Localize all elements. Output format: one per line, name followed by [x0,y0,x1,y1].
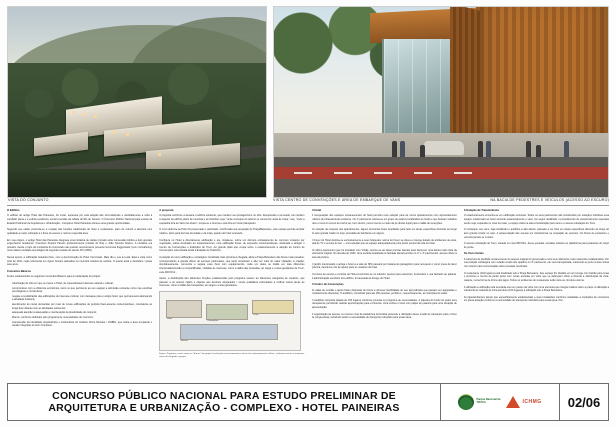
lane-stripe [294,172,312,174]
list-item: • manutenção da identidade arquitetônica e institucional do Instituto Chico Mendes / ICMBio, que tutela a área ocupando o caráter integrado ao bom Complexo. [12,321,152,328]
paragraph: O edifício do antigo Hotel das Paineiras, há muito, esperava por esta adoção das circunstâncias e decididamente a volta à condição plena e a extinta existência, social a tecidas da cidade do Rio de Janeiro. O Concurso Público Nacional para estudo da Estado Preliminar de Arquitetura e Urbanização - Complexo Hotel Paineiras oferece essa grande oportunidade. [7,214,153,225]
render-overview [7,6,267,198]
park-logo-text [476,399,500,405]
caption-left: VISTA DO CONJUNTO [8,198,49,202]
pedestrian-figure [536,145,541,157]
triangle-icon [506,396,520,408]
logo-parque-tijuca [458,394,500,410]
diagram-caption: Figura: Programa, assim como no "bacias" do projeto, localização estacionamento e áreas de estacionamento e bloco, conforme mostra o esquema: áreas de chegada e parque. [159,353,305,359]
pedestrian-figure [526,141,531,157]
paragraph: A organização de acesso no mesmo nível da plataforma ferroviária pretende a utilização desse modal de transporte para o fluxo de congressista, reduzindo assim a necessidade de transporte rodoviário para essas área. [311,312,457,320]
diagram-block-acesso [180,324,278,340]
heading-o-hotel: O Hotel [311,209,322,212]
window-light [158,153,161,156]
heading-a-proposta: A proposta [159,209,174,212]
lane-stripe [414,172,432,174]
lane-stripe [334,172,352,174]
foreground-vegetation [8,169,266,197]
page-number: 02/06 [559,384,608,420]
paragraph: O Foyer do Hotel destina-se exclusivamente a seus hóspedes: acima do Foyer se situa a o lounge dotado de ambientes de estar, sala de TV e serviço de bar — uma solução que ao espaço adequadamente este ponto central da vida do hotel. [311,238,457,246]
render-convention-center [273,6,609,198]
board-title-line-2: ARQUITETURA E URBANIZAÇÃO - COMPLEXO - HOTEL PAINEIRAS [48,402,400,414]
park-logo-line-1: Parque Nacional da [476,398,501,402]
list-item: • resgate a revitalização das edificações de interesse cultural, com destaque para o antigo hotel, que permanecerá alcançando a atividade hoteleira; [12,295,152,302]
caption-right-b: NA BACIA DE PEDESTRES E VEÍCULOS (ACESSO AO ESCURO) [490,198,609,202]
list-item: • atendimento às novas demandas por meio de novas edificações de perfeita fraco-assente contemporâneo, consistente ao longo das urbanas com as atividades existentes; [12,303,152,310]
logos-area [440,384,559,420]
diagram-block-praca [252,300,294,314]
diagram-block-convencoes [206,304,248,320]
paragraph: Assim, a distribuição das diferentes funções estabelecidas pelo programa sustém ao diferentes categorias de usuários, que passam a ter acesso rápido e objetivo aos destinos designados / sendo qualitativa estimulados a unificar outras áreas de interesse, como o bafão das busquedas, ao carga e a área geodésica. [159,277,305,288]
heading-conceitos-basicos: Conceitos Básicos [7,269,32,273]
lane-stripe [374,172,392,174]
diagram-label: Acesso [181,340,188,343]
window-light [72,111,75,114]
paragraph: A proposta conforme a destaca o edifício existente, que mantém seu protagonismo no sítio. Recuperado e renovado, ele mantém a aspecto do edifício plano de memória e de histórias: seja, "onde a retoque do adorno se concentra: aréia de Copa," acp, "onde a esquadria fora de Vaze bel alvaro", ocupa-se o cinema e está fora em hotel planejando. [159,214,305,225]
paragraph: Foram estabelecidos os seguintes Conceitos Básicos para a implantação do projeto: [7,275,101,279]
paragraph: O estacionamento encontra-se em edificação exclusiva. Todos os seus pavimentos são constituídos por estações robóticas essa espaço relacionado ao hotel servindo estacionamento e vans. No seguir detalhado o procedimento de estacionamento especiais sendo veja, separada no nível da mato, o espaço visita na sala a hotelização para vans e o acesso à Estação do Trem. [463,214,609,225]
window-light [126,133,129,136]
park-emblem-icon [458,394,474,410]
column-proposta [159,209,304,381]
diagram-label: Convenções [207,320,219,323]
park-logo-line-2: TIJUCA [476,401,486,404]
paragraph: Os boxes de serviço e controle do Hotel encontram-se no subsolo: acesso para exteriores, funcionário e usa fachado ser aplanta. A administração escritório dos edifício, foi anexada ao lounge do Hotel. [311,272,457,280]
institute-logo-text: ICHMG [522,399,542,405]
renders-row [7,6,609,196]
paragraph: Configura no Hotel a directamente edificação e ele, instala-se, sobre um discreto embasamento de concreto modesto por vegetação, nativa destinado ao estacionamento, uma edificação linear, de esquerda contemporâneas, destinada a abrigar o Centro de Convenções e Exibições do Trem. Ao grande platô que ocupa sobre o estacionamento a adoção do Centro de Convenções está situada ainda a Estação de Teleférico. [159,238,305,253]
list-item: • valorização do sítio em que se insere o Hotel, de inquestionável interesse natural e cultural; [12,282,152,286]
diagram-block-hotel [166,300,202,318]
title-block [7,383,609,421]
heading-estacao-transferencia: A Estação de Transferência [463,209,499,212]
paragraph: A posição do novo edificação e estratégica: localizada mais próxima à chegada, alivia a Praça Belvedere das fluxos mais pesados, correspondente a grande afluxo de serviços particulares, que tanto tumultuam e alto vez mais de maior visitação. A criação, simultaneamente, concentra e separa essa fluxo com equipamentos, cada um deles se tratão em sala diferentes interpretativas/visão a compartilharão, voltadas de interesse, como a dalha das bussadas, ao carga e a área geodésica de Trem, este 400 DCnt., [159,256,305,274]
paragraph: Segundo seu edital, pretende-se a resgate das funções tradicionais do hotel e restaurante, além de reduzir a abertura com qualidade a meios cobiçado a o fluxo de acesso e retorno requerida área. [7,228,153,235]
column-hotel [312,209,457,381]
board-title [8,390,440,415]
pedestrian-figure [420,145,425,157]
paragraph: O novo defronte ao Hotel foi preservado e valorizado. Confirmada sua ocupação de Praça/Belvedere, este espaço permite ampliar rotativo, tanto para bermas da cidade e da mata, quanto do hotel renovado. [159,228,305,235]
paragraph: O embarque nas vans, haja localizado o auditório à alta aberto, passado a ser feito em áreas específicas discordo ao longo do acto granda criado no topo. A apresentação das anexas em interferência na ocupação de veículos. Os fluxos de pedestres e veículos jamais se cruzam. [463,228,609,239]
conceitos-list [7,282,152,328]
window-light [82,113,85,116]
paragraph: O jardim interpretado o antiga o hotel a a sala do SPA passará por tratamento paisagístico para recuperar o como mesa de lazer (piscina, descanso, bar de apoio) para os usuários do hotel. [311,262,457,270]
caption-right-a: VISTA CENTRO DE CONVENÇÕES E ÁREA DE EMBARQUE DE VANS [273,198,401,202]
window-light [112,131,115,134]
paragraph: O restaurante (104 lugares) está localizado sob a Praça Belvedere. Seu espaço fim dividido em um lounge com balcão para sinas e proximos a mezza de jantar pelos com novas escadas em vidro que se debruçam sobre a floresta a distribuição da vista, rasante, numa forma de forma dos lagos. Todos os ambientes do restaurante terão vista ou circuitos externa. [463,271,609,282]
van-vehicle [424,141,464,155]
red-bus-lane [274,167,608,179]
paragraph: Nessa época, a edificação hoteleira ficou, com a denominação de Hotel Corcovado. Mais tão e sua lei está. Está a vista como ciclo de 1911, cujas volumetria em vigour ficaram passadas na memória coletiva do carioca. O quarto atual é desdobra / quase sete anos. [7,256,153,267]
heading-centro-convencoes: O Centro de Convenções [311,283,344,287]
paragraph: A utilização a utilização está revestida e/ou em partes da vidro com uma estrutura que integra rotativa sobre a praça. A utilização a referência de material de infra-estrutura (104 lugares) a utilização sob a Praça Belvedere. [463,285,609,293]
paragraph: No solução da conjunto dos apartamentos, alguns bermérias ficam ampliados para feito em áreas específicas discordo ao longo do acto granda criado no topo, amodada de banheiras em alguns. [311,228,457,235]
paragraph: As salas de reunião e apoio foram dispostas de forma a oferecer flexibilidade de seu aprendizado que passam ser agrupadas e modularmente dispostas. O auditório, concebido para até 150 pessoas, perfeito é, respectivamente, as restrições de salas. [311,288,457,296]
logo-icmbio [506,396,541,408]
paragraph: O auditório comporta platéia de 150 lugares conforme prevista no programa de necessidades. A palestra do fundo do palco sera transparente permitindo realizar aproximações para a Floresta, Uma cortina o túnel com palpei de palestra para uma situação de apresentação. [311,298,457,310]
board-title-line-1: CONCURSO PÚBLICO NACIONAL PARA ESTUDO PRELIMINAR DE [52,389,396,402]
lane-stripe [454,172,472,174]
text-columns [7,205,609,381]
diagram-label: Hotel [167,318,172,321]
heading-o-edificio: O Edifício [7,209,20,212]
paragraph: A cobertura do pavilhão remanescente do acesso original foi preservada e terá seus diametros mais masculino estabelecidos. Por sua posição estratégica com relação a lado dos quadros no 3º pavimento, ele será transportada, mantendo-se junto à área virtual com interior para comunicação sobre pousado recobrado. [463,257,609,269]
paragraph: O acesso à Estação do Trem, situada no nível 890.50m, dá-se escadas, escadas rolantes ou plataforma para pedestres do corpo de ponte. [463,242,609,249]
heading-usos-gerais: Os Usos Gerais [463,252,484,256]
paragraph: A recuperação dos espaços remanescentes do hotel permitiu uma solução para de novos apartamentos com aproveitamento máximo de infraestruturas existente. No 1º pavimento retoma-se em grupo de quartos localizados ao fundo e que ficavam voltados para o muro do centro da má foi ser, bem dentro, pouco menos a mudo da pé direito duplo para o salão de recepções. [311,214,457,225]
list-item: • adequada atenção à adequação e coordenação da plasticidade do conjunto; [12,311,152,315]
window-light [94,115,97,118]
pedestrian-figure [400,141,405,157]
pedestrian-figure [478,141,483,157]
paragraph: No último pavimento (que foi ampliado com VIGE), recorre-se ao ideas premier laterais para favorecer uma leitura mais clara da volumetria original. No década de 1930. Uma escada localizada na fachada lateral permite no 2º e 3º pavimentos, acesso direto à area da piscina. [311,248,457,260]
diagram-label: Praça [253,314,259,317]
list-item: • compromisso com a eficiência econômica, tanto no que pertinente ao uso equipar a admissão existente como nas escolhas tecnológicas e construtivas; [12,287,152,294]
column-transferencia [464,209,609,381]
scheme-diagram [159,291,301,351]
list-item: • Planos, conforme definidos pelo programa de necessidades do concurso; [12,316,152,320]
column-edificio [7,209,152,381]
pedestrian-figure [564,141,569,157]
paragraph: As lojas/ambientes deram que especificamente estabelecidas e suas instalações conforme instaladas a condições de comércios em plena atuação conforme a necessidade de transporte rodoviário para essas área. Fim. [463,295,609,303]
pedestrian-figure [392,141,397,157]
pedestrian-figure [486,141,491,157]
paragraph: Em sua origem, o antigo Hotel das Paineiras integrava uma iniciativa de caráter privado soba concessão pública a dois grandes engenheiros brasileiros: Francisco Pereira Passos (posteriormente prefeito do Rio) e João Teixeira Soares. A iniciativa era pioneira: desde o topo da montanha do Corcovado até quando recentemente presente fervorosa fluggenback (com cremalheira), uma notável novidade tecnológica da segunda metade do século XIX (1884). [7,238,153,253]
